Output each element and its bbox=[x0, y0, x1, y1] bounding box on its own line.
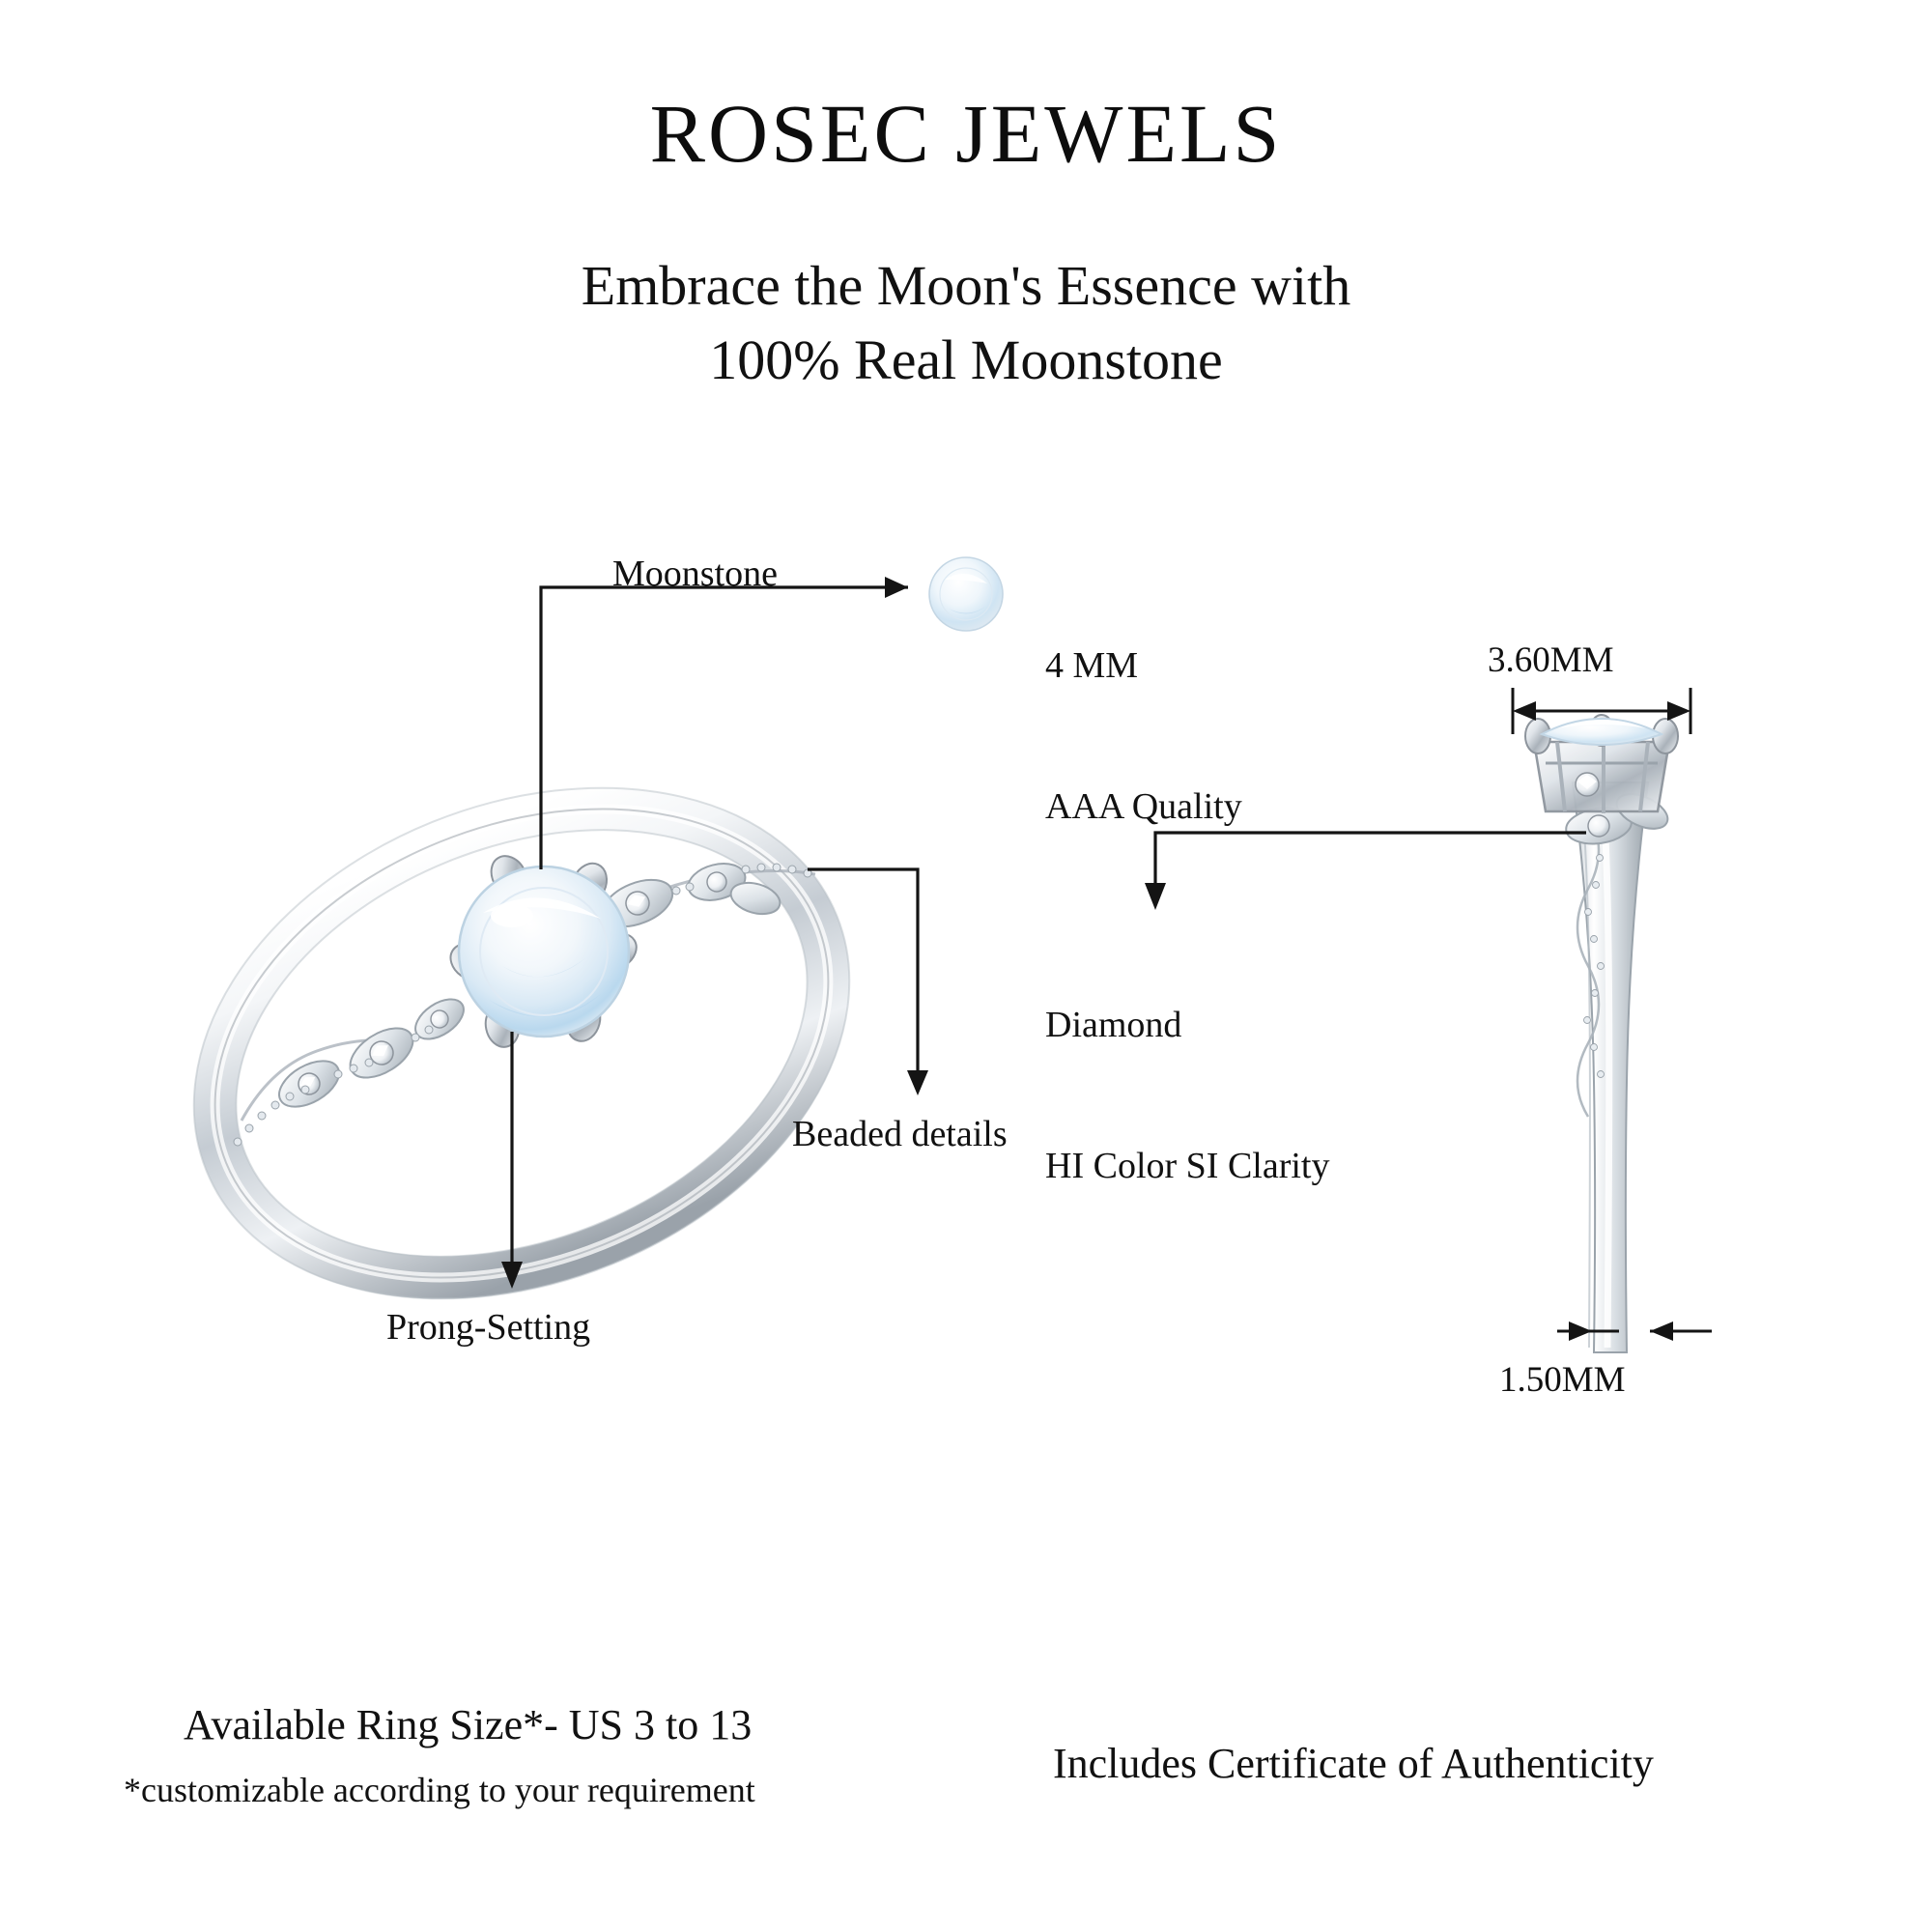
right-vine-detail bbox=[596, 858, 815, 935]
dimension-head-width: 3.60MM bbox=[1488, 640, 1614, 680]
leader-beaded bbox=[808, 869, 918, 1082]
label-moonstone: Moonstone bbox=[612, 554, 778, 594]
label-diamond bbox=[1045, 908, 1329, 1284]
tagline-line-1: Embrace the Moon's Essence with bbox=[581, 254, 1351, 317]
gem-size-text: 4 MM bbox=[1045, 645, 1139, 687]
footer-customizable-note: *customizable according to your requirement bbox=[124, 1771, 755, 1809]
gem-quality-text: AAA Quality bbox=[1045, 786, 1242, 828]
ring-three-quarter-view-icon bbox=[117, 695, 926, 1392]
arrow-moonstone bbox=[885, 577, 908, 598]
side-head-basket bbox=[1525, 715, 1678, 813]
leader-lines bbox=[501, 577, 1586, 1289]
loose-moonstone-icon bbox=[929, 557, 1003, 631]
footer-ring-size: Available Ring Size*- US 3 to 13 bbox=[184, 1701, 753, 1748]
diamond-spec-text: HI Color SI Clarity bbox=[1045, 1146, 1330, 1187]
label-prong-setting: Prong-Setting bbox=[386, 1307, 591, 1348]
leader-moonstone bbox=[541, 587, 908, 869]
diamond-title-text: Diamond bbox=[1045, 1005, 1182, 1046]
ring-side-profile-icon bbox=[1525, 715, 1678, 1352]
arrow-prong bbox=[501, 1262, 523, 1289]
arrow-beaded bbox=[907, 1070, 928, 1095]
left-vine-detail bbox=[234, 991, 470, 1146]
dimension-band-width: 1.50MM bbox=[1499, 1360, 1626, 1400]
dimension-lines bbox=[1513, 688, 1712, 1341]
label-beaded-details: Beaded details bbox=[792, 1114, 1008, 1154]
brand-title: ROSEC JEWELS bbox=[649, 87, 1283, 180]
footer-certificate: Includes Certificate of Authenticity bbox=[1053, 1740, 1654, 1787]
label-gem-spec bbox=[1045, 549, 1242, 924]
tagline-line-2: 100% Real Moonstone bbox=[709, 327, 1223, 391]
center-stone-head bbox=[443, 849, 642, 1050]
tagline bbox=[0, 249, 1932, 397]
